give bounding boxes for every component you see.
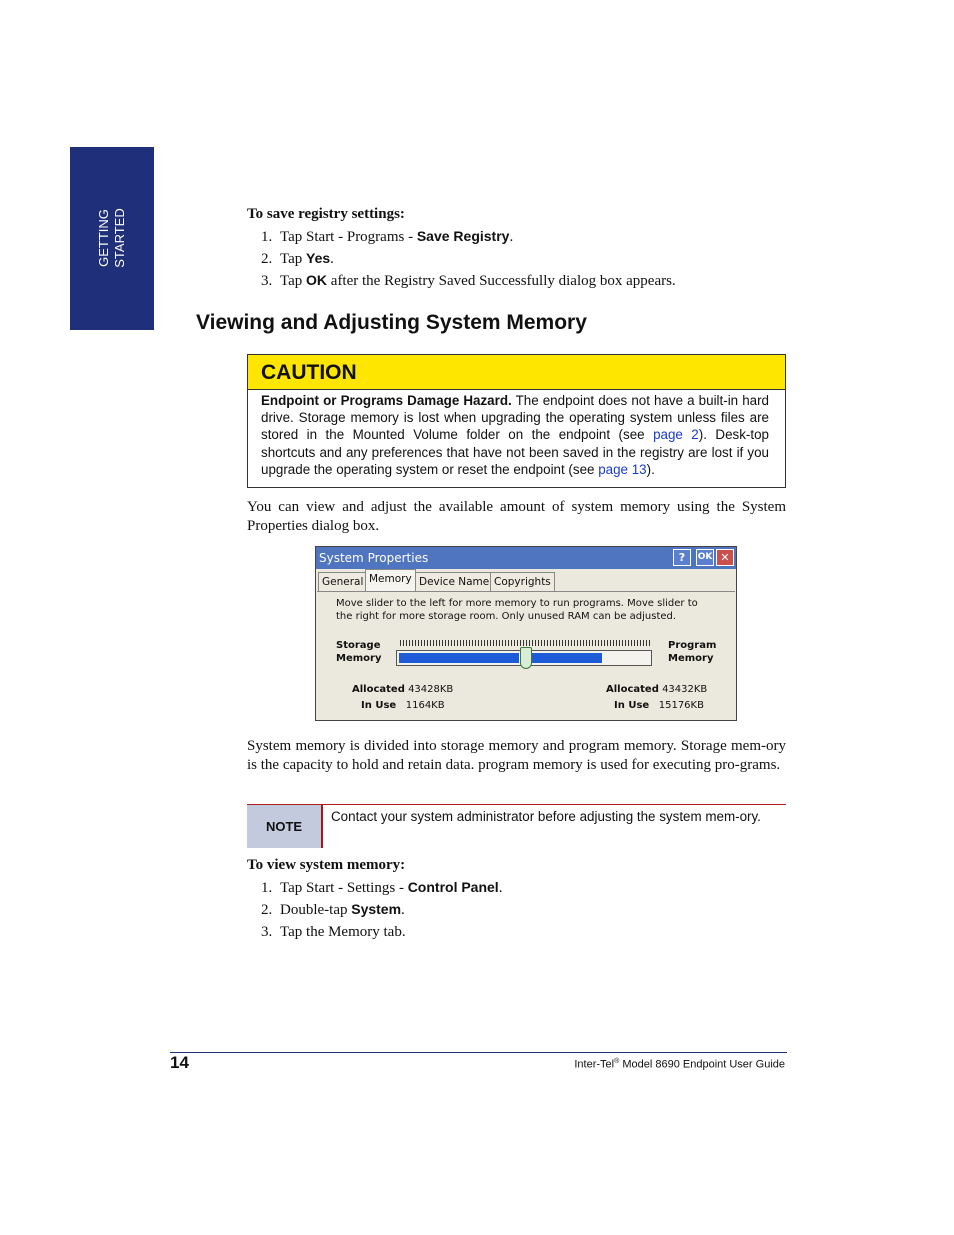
registry-step: 3. Tap OK after the Registry Saved Successfully dialog box appears. xyxy=(261,272,676,289)
side-tab-line-2: STARTED xyxy=(112,208,127,268)
caution-body: Endpoint or Programs Damage Hazard. The endpoint does not have a built-in hard drive. Storage memory is lost when upgrading the operating system unless files are stored in the Mounted Volume folder on the endpoint (see page 2). Desk-top shortcuts and any preferences that have not been saved in the registry are lost if you upgrade the operating system or reset the endpoint (see page 13). xyxy=(261,393,770,477)
ok-button[interactable]: OK xyxy=(696,549,714,566)
slider-thumb[interactable] xyxy=(520,647,532,669)
registry-step: 1. Tap Start - Programs - Save Registry. xyxy=(261,228,514,245)
help-button[interactable]: ? xyxy=(673,549,691,566)
section-heading: Viewing and Adjusting System Memory xyxy=(196,311,587,334)
note-label: NOTE xyxy=(247,805,321,848)
view-memory-procedure-title: To view system memory: xyxy=(247,857,406,873)
note-text: Contact your system administrator before adjusting the system mem-ory. xyxy=(331,809,761,824)
caution-box xyxy=(247,354,786,488)
tab-memory[interactable]: Memory xyxy=(365,569,416,592)
program-inuse-row: In Use 15176KB xyxy=(614,700,704,711)
storage-memory-label: Storage Memory xyxy=(336,640,382,664)
footer-rule xyxy=(170,1052,787,1053)
slider-fill-program xyxy=(532,653,602,663)
intro-paragraph: You can view and adjust the available amount of system memory using the System Properties dialog box. xyxy=(247,499,786,534)
close-icon[interactable]: ✕ xyxy=(716,549,734,566)
chapter-side-tab-label xyxy=(96,208,128,267)
footer-guide-title: Inter-Tel® Model 8690 Endpoint User Guide xyxy=(574,1058,785,1071)
dialog-title: System Properties xyxy=(319,551,429,565)
storage-inuse-row: In Use 1164KB xyxy=(361,700,445,711)
page-number: 14 xyxy=(170,1053,189,1072)
slider-instructions: Move slider to the left for more memory to run programs. Move slider to the right for more storage room. Only unused RAM can be adjusted. xyxy=(336,598,698,622)
system-properties-dialog xyxy=(315,546,737,721)
registry-step: 2. Tap Yes. xyxy=(261,250,334,267)
tab-copyrights[interactable]: Copyrights xyxy=(490,572,555,591)
view-memory-step: 2. Double-tap System. xyxy=(261,901,405,918)
program-memory-label: Program Memory xyxy=(668,640,717,664)
caution-header: CAUTION xyxy=(248,355,785,390)
memory-paragraph: System memory is divided into storage memory and program memory. Storage mem-ory is the capacity to hold and retain data. program memory is used for executing pro-grams. xyxy=(247,738,786,773)
note-box xyxy=(247,804,786,848)
storage-allocated-row: Allocated 43428KB xyxy=(352,684,454,695)
view-memory-step: 3. Tap the Memory tab. xyxy=(261,924,406,940)
memory-tab-panel xyxy=(317,591,735,719)
tab-general[interactable]: General xyxy=(318,572,367,591)
tab-device-name[interactable]: Device Name xyxy=(415,572,493,591)
slider-ticks xyxy=(400,640,652,646)
note-divider xyxy=(321,805,323,848)
view-memory-steps-list xyxy=(261,877,502,943)
side-tab-line-1: GETTING xyxy=(96,209,111,267)
dialog-titlebar xyxy=(316,547,736,569)
page-2-link[interactable]: page 2 xyxy=(653,427,699,443)
slider-fill-storage xyxy=(399,653,519,663)
page-13-link[interactable]: page 13 xyxy=(598,461,647,477)
registry-procedure-title: To save registry settings: xyxy=(247,206,405,222)
program-allocated-row: Allocated 43432KB xyxy=(606,684,708,695)
registry-steps-list xyxy=(261,226,676,292)
view-memory-step: 1. Tap Start - Settings - Control Panel. xyxy=(261,879,503,896)
